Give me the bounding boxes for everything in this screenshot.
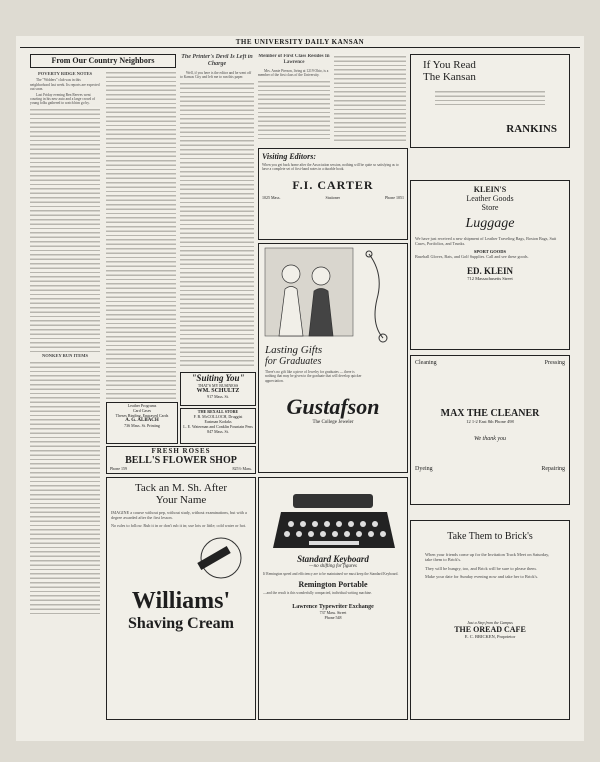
williams-headline-1: Tack an M. Sh. After: [134, 482, 228, 494]
masthead-rule: [20, 47, 580, 48]
rexall-title: THE REXALL STORE: [197, 409, 239, 414]
lasting-gifts-title: Lasting Gifts: [265, 344, 323, 356]
cleaner-repairing: Repairing: [541, 466, 565, 472]
bricks-body-3: Make your date for Sunday evening now and take her to Brick's.: [425, 574, 539, 580]
masthead: THE UNIVERSITY DAILY KANSAN: [235, 38, 365, 46]
carter-info-row: [262, 195, 404, 200]
klein-sport-title: SPORT GOODS: [473, 249, 507, 255]
typewriter-address: 737 Mass. Street: [319, 609, 347, 615]
cleaner-address: 12 1-2 East 8th Phone 498: [466, 419, 514, 424]
section-poverty-ridge: POVERTY RIDGE NOTES: [38, 71, 92, 76]
bells-phone: Phone 159: [110, 466, 127, 471]
filler-text: [435, 89, 545, 105]
typewriter-exchange: Lawrence Typewriter Exchange: [292, 603, 374, 610]
typewriter-subtitle: —no shifting for figures: [309, 564, 357, 569]
klein-box: [410, 180, 570, 350]
column-4-text: [334, 54, 406, 144]
lasting-gifts-box: [258, 243, 408, 473]
bells-info: [107, 466, 255, 471]
albach-cards: Card Cases: [132, 408, 152, 413]
visiting-editors-text: When you get back home after the Association session, nothing will be quite so satisfying as to have a complete set of first-hand notes in a durable book.: [262, 163, 399, 172]
visiting-editors-title: Visiting Editors:: [262, 152, 317, 161]
rankins-name: RANKINS: [506, 123, 557, 135]
albach-address: 736 Mass. St.: [124, 423, 146, 428]
filler-text: [30, 107, 100, 352]
filler-text: [106, 70, 176, 455]
suiting-you-title: "Suiting You": [191, 373, 245, 383]
typewriter-title: Standard Keyboard: [297, 554, 369, 564]
tube-illustration: [111, 528, 253, 588]
neighbors-para-2: Last Friday evening Ben Reeves went courting in his new auto and a large crowd of young folks gathered to watch him go by.: [30, 92, 96, 106]
carter-name: F.I. CARTER: [292, 177, 374, 192]
neighbors-para-1: The "Widders" club was in this neighborhood last week. Its reports are expected out soon.: [30, 78, 100, 92]
cleaner-pressing: Pressing: [544, 360, 565, 366]
filler-text: [258, 79, 330, 139]
bricks-title: Take Them to Brick's: [447, 531, 533, 542]
albach-box: [106, 402, 178, 444]
section-nonkey-run: NONKEY RUN ITEMS: [41, 352, 89, 358]
bricks-tag: Just a Step from the Campus: [467, 619, 513, 625]
lasting-gifts-text: There's no gift like a piece of Jewelry for graduates — there is nothing that may be given to the graduate that will develop quicker appreciation.: [265, 370, 362, 383]
rexall-box: [180, 408, 256, 444]
klein-owner: ED. KLEIN: [466, 265, 513, 276]
cleaner-name: MAX THE CLEANER: [440, 408, 540, 419]
williams-body-2: No rules to follow. Rub it in or don't rub it in; use lots or little; cold water or hot.: [111, 523, 247, 528]
typewriter-illustration: [263, 482, 405, 554]
cleaner-bottom-row: [415, 466, 565, 472]
rexall-kodaks: Eastman Kodaks: [204, 419, 232, 424]
klein-address: 712 Massachusetts Street: [467, 275, 513, 281]
typewriter-phone: Phone 548: [324, 614, 342, 620]
read-kansan-line-1: If You Read: [423, 59, 476, 71]
cleaner-box: [410, 355, 570, 505]
cleaner-thank: We thank you: [473, 436, 507, 442]
klein-name: KLEIN'S: [473, 185, 507, 194]
bricks-box: [410, 520, 570, 720]
carter-phone: Phone 1051: [385, 194, 404, 200]
klein-luggage: Luggage: [465, 216, 515, 231]
klein-body: We have just received a new shipment of Leather Traveling Bags, Boston Bags, Suit Cases, Portfolios, and Trunks.: [415, 236, 557, 247]
jewelry-illustration: [259, 244, 406, 344]
typewriter-body-2: —and the result is this wonderfully compacted, individual writing machine.: [263, 591, 372, 596]
typewriter-body: If Remington speed and efficiency are to be maintained we must keep the Standard Keyboard.: [263, 572, 399, 576]
carter-address: 1025 Mass.: [262, 194, 281, 200]
read-kansan-line-2: The Kansan: [423, 71, 476, 83]
gustafson-tagline: The College Jeweler: [312, 420, 354, 426]
bells-banner: FRESH ROSES: [151, 447, 211, 455]
bells-name: BELL'S FLOWER SHOP: [125, 455, 237, 466]
klein-line-1: Leather Goods: [466, 194, 514, 203]
bricks-body-1: When your friends come up for the Invitation Track Meet on Saturday, take them to Brick's.: [425, 552, 550, 563]
albach-theses: Theses Binding, Engraved Cards: [115, 413, 169, 418]
typewriter-portable: Remington Portable: [298, 580, 368, 590]
printers-devil-title: The Printer's Devil Is Left in Charge: [181, 54, 253, 67]
first-class-title: Member of First Class Resides In Lawrence: [258, 54, 330, 65]
country-neighbors-box: [30, 54, 176, 68]
first-class-text: Mrs. Annie Pierson, living at 1219 Ohio, is a member of the first class of the University.: [258, 69, 329, 78]
williams-body: IMAGINE a course without pep, without study, without examinations, but with a degree awarded after the first lesson.: [111, 510, 247, 520]
visiting-editors-box: [258, 148, 408, 240]
bells-address: 825½ Mass.: [232, 466, 252, 471]
klein-sport-body: Baseball Gloves, Bats, and Golf Supplies. Call and see these goods.: [415, 254, 529, 260]
suiting-you-slogan: THAT'S MY BUSINESS: [197, 383, 239, 388]
rexall-address: 847 Mass. St.: [207, 429, 229, 434]
first-class-column: [258, 54, 330, 144]
gustafson-logo: Gustafson: [286, 394, 380, 420]
williams-box: [106, 477, 256, 720]
cleaner-cleaning: Cleaning: [415, 360, 437, 366]
filler-text: [334, 54, 406, 142]
bells-flower-box: [106, 446, 256, 474]
filler-text: [180, 81, 254, 369]
cleaner-dyeing: Dyeing: [415, 466, 433, 472]
printers-devil-column: [180, 54, 254, 369]
rexall-pens: L. E. Waterman and Conklin Fountain Pens: [183, 424, 253, 429]
lasting-gifts-subtitle: for Graduates: [265, 356, 322, 367]
suiting-you-address: 917 Mass. St.: [207, 394, 229, 399]
carter-label: Stationer: [325, 194, 340, 200]
albach-label: Printing: [146, 423, 160, 428]
albach-name: A. G. ALBACH: [125, 418, 159, 423]
printers-devil-text: Well, if you here is the editor and he went off to Kansas City and left me to run this paper.: [180, 71, 252, 80]
williams-brand-2: Shaving Cream: [128, 615, 234, 632]
filler-text: [30, 360, 100, 615]
rexall-druggist: F. B. McCOLLOCH, Druggist: [193, 414, 243, 419]
suiting-you-name: WM. SCHULTZ: [196, 388, 240, 394]
typewriter-box: [258, 477, 408, 720]
neighbors-column-1: [30, 70, 100, 660]
bricks-body-2: They will be hungry, too, and Brick will be sure to please them.: [425, 565, 537, 571]
cleaner-top-row: [415, 360, 565, 366]
country-neighbors-title: From Our Country Neighbors: [51, 56, 155, 65]
bricks-name: THE OREAD CAFE: [454, 624, 526, 634]
williams-headline-2: Your Name: [155, 494, 207, 506]
williams-brand: Williams': [131, 588, 231, 614]
klein-line-2: Store: [481, 203, 499, 212]
albach-programs: Leather Programs: [127, 403, 157, 408]
read-kansan-box: [410, 54, 570, 148]
suiting-you-box: [180, 372, 256, 406]
bricks-owner: E. C. BRICKEN, Proprietor: [464, 633, 516, 639]
